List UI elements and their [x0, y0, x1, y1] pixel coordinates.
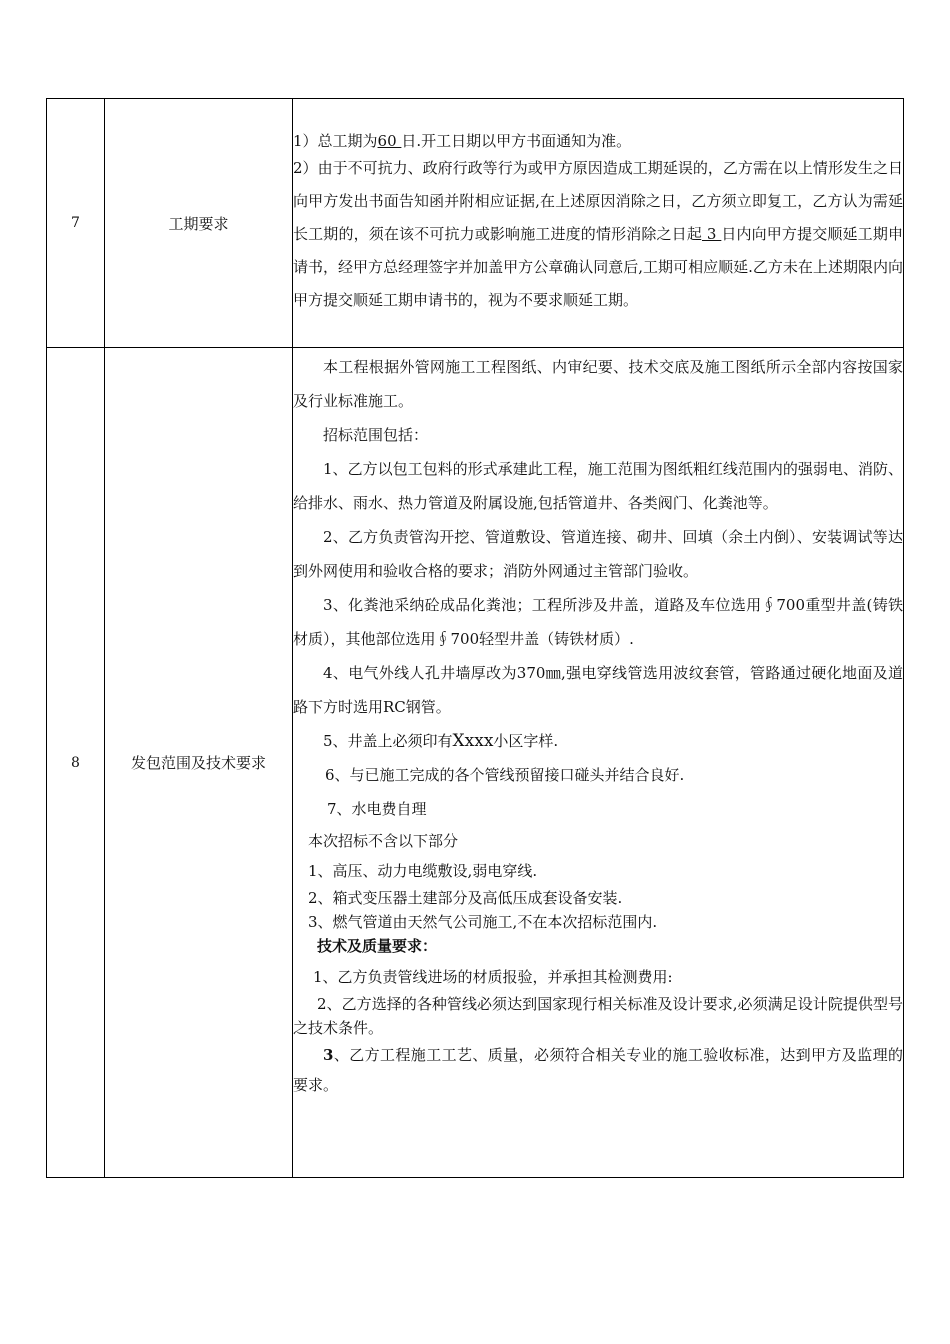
exclusion-item-1: 1、高压、动力电缆敷设,弱电穿线.	[308, 862, 538, 880]
scope-item-3: 3、化粪池采纳砼成品化粪池；工程所涉及井盖，道路及车位选用∮700重型井盖(铸铁材质），其他部位选用∮700轻型井盖（铸铁材质）.	[293, 596, 903, 648]
row-content	[293, 99, 904, 348]
table-row	[47, 348, 904, 1178]
scope-item-5: 5、井盖上必须印有Xxxx小区字样.	[323, 731, 559, 751]
scope-item-4: 4、电气外线人孔井墙厚改为370㎜,强电穿线管选用波纹套管，管路通过硬化地面及道路下方时选用RC钢管。	[293, 664, 903, 716]
row-title: 发包范围及技术要求	[105, 348, 293, 1178]
total-days: 60	[377, 131, 402, 150]
schedule-clause-2: 2）由于不可抗力、政府行政等行为或甲方原因造成工期延误的，乙方需在以上情形发生之日向甲方发出书面告知函并附相应证据,在上述原因消除之日，乙方须立即复工，乙方认为需延长工期的，须在该不可抗力或影响施工进度的情形消除之日起 3 日内向甲方提交顺延工期申请书，经甲方总经理签字并加盖甲方公章确认同意后,工期可相应顺延.乙方未在上述期限内向甲方提交顺延工期申请书的，视为不要求顺延工期。	[293, 158, 903, 309]
table-row	[47, 99, 904, 348]
quality-heading: 技术及质量要求：	[317, 937, 438, 955]
scope-item-7: 7、水电费自理	[327, 800, 427, 818]
quality-item-1: 1、乙方负责管线进场的材质报验，并承担其检测费用:	[313, 968, 673, 986]
exclusion-item-3: 3、燃气管道由天然气公司施工,不在本次招标范围内.	[308, 913, 658, 931]
exclusion-heading: 本次招标不含以下部分	[308, 832, 459, 850]
contract-table	[46, 98, 904, 1178]
scope-heading: 招标范围包括：	[323, 426, 429, 444]
quality-item-3: 3、乙方工程施工工艺、质量，必须符合相关专业的施工验收标准，达到甲方及监理的要求。	[293, 1046, 903, 1094]
scope-item-6: 6、与已施工完成的各个管线预留接口碰头并结合良好.	[325, 766, 685, 784]
scope-item-1: 1、乙方以包工包料的形式承建此工程，施工范围为图纸粗红线范围内的强弱电、消防、给排水、雨水、热力管道及附属设施,包括管道井、各类阀门、化粪池等。	[293, 460, 903, 512]
scope-intro: 本工程根据外管网施工工程图纸、内审纪要、技术交底及施工图纸所示全部内容按国家及行业标准施工。	[293, 358, 903, 410]
schedule-clause-1: 1）总工期为60 日.开工日期以甲方书面通知为准。	[293, 131, 632, 150]
quality-item-2: 2、乙方选择的各种管线必须达到国家现行相关标准及设计要求,必须满足设计院提供型号之技术条件。	[293, 995, 903, 1037]
scope-item-2: 2、乙方负责管沟开挖、管道敷设、管道连接、砌井、回填（余土内倒）、安装调试等达到外网使用和验收合格的要求；消防外网通过主管部门验收。	[293, 528, 903, 580]
row-title: 工期要求	[105, 99, 293, 348]
row-number: 8	[47, 348, 105, 1178]
row-content	[293, 348, 904, 1178]
row-number: 7	[47, 99, 105, 348]
extension-days: 3	[701, 224, 722, 243]
exclusion-item-2: 2、箱式变压器土建部分及高低压成套设备安装.	[308, 889, 623, 907]
